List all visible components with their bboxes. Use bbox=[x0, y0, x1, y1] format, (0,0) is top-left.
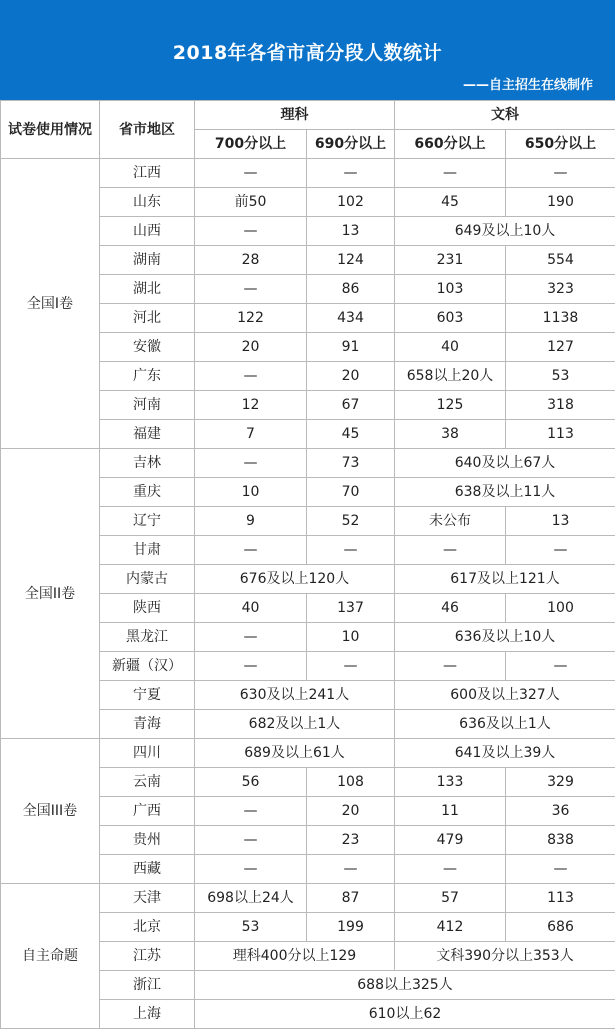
value-cell: — bbox=[506, 536, 615, 565]
paper-group-cell: 全国III卷 bbox=[1, 739, 100, 884]
value-cell: 57 bbox=[395, 884, 506, 913]
value-cell: 649及以上10人 bbox=[395, 217, 615, 246]
page-title: 2018年各省市高分段人数统计 bbox=[172, 42, 443, 64]
value-cell: 9 bbox=[195, 507, 307, 536]
value-cell: 11 bbox=[395, 797, 506, 826]
value-cell: 45 bbox=[395, 188, 506, 217]
value-cell: 600及以上327人 bbox=[395, 681, 615, 710]
value-cell: 13 bbox=[307, 217, 395, 246]
value-cell: 124 bbox=[307, 246, 395, 275]
region-cell: 西藏 bbox=[100, 855, 195, 884]
value-cell: 文科390分以上353人 bbox=[395, 942, 615, 971]
value-cell: 56 bbox=[195, 768, 307, 797]
value-cell: — bbox=[307, 855, 395, 884]
value-cell: 12 bbox=[195, 391, 307, 420]
value-cell: 1138 bbox=[506, 304, 615, 333]
value-cell: 113 bbox=[506, 420, 615, 449]
region-cell: 黑龙江 bbox=[100, 623, 195, 652]
value-cell: 641及以上39人 bbox=[395, 739, 615, 768]
value-cell: 682及以上1人 bbox=[195, 710, 395, 739]
value-cell: 45 bbox=[307, 420, 395, 449]
value-cell: 231 bbox=[395, 246, 506, 275]
value-cell: 137 bbox=[307, 594, 395, 623]
value-cell: 23 bbox=[307, 826, 395, 855]
sub-header: 650分以上 bbox=[506, 130, 615, 159]
region-cell: 贵州 bbox=[100, 826, 195, 855]
region-cell: 河北 bbox=[100, 304, 195, 333]
value-cell: — bbox=[195, 362, 307, 391]
value-cell: — bbox=[195, 217, 307, 246]
sub-header: 690分以上 bbox=[307, 130, 395, 159]
value-cell: 610以上62 bbox=[195, 1000, 615, 1029]
value-cell: 7 bbox=[195, 420, 307, 449]
region-cell: 上海 bbox=[100, 1000, 195, 1029]
value-cell: — bbox=[307, 159, 395, 188]
science-header: 理科 bbox=[195, 101, 395, 130]
value-cell: 91 bbox=[307, 333, 395, 362]
value-cell: 52 bbox=[307, 507, 395, 536]
value-cell: — bbox=[195, 855, 307, 884]
region-cell: 湖北 bbox=[100, 275, 195, 304]
value-cell: — bbox=[195, 536, 307, 565]
value-cell: — bbox=[307, 652, 395, 681]
value-cell: — bbox=[195, 826, 307, 855]
value-cell: 479 bbox=[395, 826, 506, 855]
value-cell: 412 bbox=[395, 913, 506, 942]
value-cell: 698以上24人 bbox=[195, 884, 307, 913]
value-cell: 838 bbox=[506, 826, 615, 855]
region-cell: 安徽 bbox=[100, 333, 195, 362]
value-cell: 20 bbox=[307, 362, 395, 391]
region-cell: 山西 bbox=[100, 217, 195, 246]
region-cell: 山东 bbox=[100, 188, 195, 217]
header-row-1 bbox=[1, 101, 615, 130]
value-cell: 20 bbox=[307, 797, 395, 826]
value-cell: 630及以上241人 bbox=[195, 681, 395, 710]
paper-group-cell: 自主命题 bbox=[1, 884, 100, 1029]
table-row bbox=[1, 739, 615, 768]
region-cell: 青海 bbox=[100, 710, 195, 739]
region-cell: 福建 bbox=[100, 420, 195, 449]
value-cell: 46 bbox=[395, 594, 506, 623]
region-cell: 辽宁 bbox=[100, 507, 195, 536]
value-cell: — bbox=[195, 797, 307, 826]
region-cell: 吉林 bbox=[100, 449, 195, 478]
value-cell: 100 bbox=[506, 594, 615, 623]
value-cell: 190 bbox=[506, 188, 615, 217]
value-cell: 38 bbox=[395, 420, 506, 449]
region-cell: 四川 bbox=[100, 739, 195, 768]
value-cell: 554 bbox=[506, 246, 615, 275]
value-cell: 676及以上120人 bbox=[195, 565, 395, 594]
value-cell: 658以上20人 bbox=[395, 362, 506, 391]
liberal-header: 文科 bbox=[395, 101, 615, 130]
value-cell: 122 bbox=[195, 304, 307, 333]
value-cell: — bbox=[195, 159, 307, 188]
region-cell: 湖南 bbox=[100, 246, 195, 275]
value-cell: — bbox=[506, 159, 615, 188]
value-cell: — bbox=[395, 536, 506, 565]
table-row bbox=[1, 449, 615, 478]
value-cell: 86 bbox=[307, 275, 395, 304]
value-cell: 67 bbox=[307, 391, 395, 420]
value-cell: — bbox=[307, 536, 395, 565]
value-cell: — bbox=[195, 275, 307, 304]
value-cell: — bbox=[395, 652, 506, 681]
value-cell: 638及以上11人 bbox=[395, 478, 615, 507]
value-cell: 689及以上61人 bbox=[195, 739, 395, 768]
value-cell: 40 bbox=[195, 594, 307, 623]
score-table bbox=[0, 100, 615, 1029]
region-cell: 内蒙古 bbox=[100, 565, 195, 594]
value-cell: 127 bbox=[506, 333, 615, 362]
value-cell: 10 bbox=[195, 478, 307, 507]
value-cell: — bbox=[395, 855, 506, 884]
value-cell: 603 bbox=[395, 304, 506, 333]
title-banner bbox=[0, 0, 615, 100]
value-cell: 53 bbox=[506, 362, 615, 391]
value-cell: 40 bbox=[395, 333, 506, 362]
value-cell: 686 bbox=[506, 913, 615, 942]
value-cell: 理科400分以上129 bbox=[195, 942, 395, 971]
table-row bbox=[1, 159, 615, 188]
value-cell: 113 bbox=[506, 884, 615, 913]
region-cell: 云南 bbox=[100, 768, 195, 797]
value-cell: 434 bbox=[307, 304, 395, 333]
sub-header: 700分以上 bbox=[195, 130, 307, 159]
region-cell: 天津 bbox=[100, 884, 195, 913]
value-cell: — bbox=[506, 652, 615, 681]
region-cell: 河南 bbox=[100, 391, 195, 420]
value-cell: 前50 bbox=[195, 188, 307, 217]
region-cell: 重庆 bbox=[100, 478, 195, 507]
value-cell: 329 bbox=[506, 768, 615, 797]
value-cell: 20 bbox=[195, 333, 307, 362]
value-cell: 125 bbox=[395, 391, 506, 420]
region-cell: 甘肃 bbox=[100, 536, 195, 565]
value-cell: 323 bbox=[506, 275, 615, 304]
value-cell: 108 bbox=[307, 768, 395, 797]
region-cell: 陕西 bbox=[100, 594, 195, 623]
value-cell: — bbox=[195, 449, 307, 478]
region-cell: 江西 bbox=[100, 159, 195, 188]
value-cell: — bbox=[195, 652, 307, 681]
value-cell: 640及以上67人 bbox=[395, 449, 615, 478]
sub-header: 660分以上 bbox=[395, 130, 506, 159]
table-row bbox=[1, 884, 615, 913]
value-cell: 103 bbox=[395, 275, 506, 304]
value-cell: 13 bbox=[506, 507, 615, 536]
paper-group-cell: 全国I卷 bbox=[1, 159, 100, 449]
value-cell: 73 bbox=[307, 449, 395, 478]
value-cell: — bbox=[195, 623, 307, 652]
value-cell: 102 bbox=[307, 188, 395, 217]
value-cell: 87 bbox=[307, 884, 395, 913]
region-cell: 广东 bbox=[100, 362, 195, 391]
value-cell: 70 bbox=[307, 478, 395, 507]
value-cell: 318 bbox=[506, 391, 615, 420]
value-cell: 199 bbox=[307, 913, 395, 942]
value-cell: — bbox=[506, 855, 615, 884]
region-cell: 北京 bbox=[100, 913, 195, 942]
value-cell: 未公布 bbox=[395, 507, 506, 536]
region-col-header: 省市地区 bbox=[100, 101, 195, 159]
value-cell: — bbox=[395, 159, 506, 188]
paper-group-cell: 全国II卷 bbox=[1, 449, 100, 739]
region-cell: 浙江 bbox=[100, 971, 195, 1000]
value-cell: 636及以上1人 bbox=[395, 710, 615, 739]
value-cell: 28 bbox=[195, 246, 307, 275]
value-cell: 636及以上10人 bbox=[395, 623, 615, 652]
region-cell: 江苏 bbox=[100, 942, 195, 971]
region-cell: 广西 bbox=[100, 797, 195, 826]
value-cell: 10 bbox=[307, 623, 395, 652]
value-cell: 133 bbox=[395, 768, 506, 797]
value-cell: 617及以上121人 bbox=[395, 565, 615, 594]
region-cell: 宁夏 bbox=[100, 681, 195, 710]
credit-line: ——自主招生在线制作 bbox=[462, 78, 593, 93]
value-cell: 53 bbox=[195, 913, 307, 942]
value-cell: 36 bbox=[506, 797, 615, 826]
region-cell: 新疆（汉） bbox=[100, 652, 195, 681]
value-cell: 688以上325人 bbox=[195, 971, 615, 1000]
paper-col-header: 试卷使用情况 bbox=[1, 101, 100, 159]
